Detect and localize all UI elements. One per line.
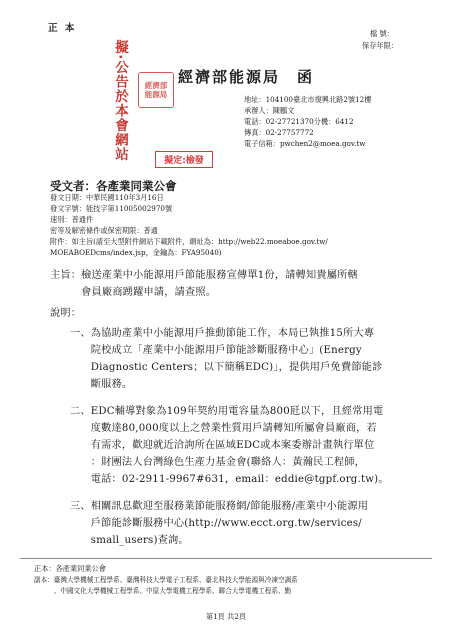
- security-level: 密等及解密條件或保密期限：普通: [50, 226, 158, 235]
- item3-line-1: 三、相關訊息歡迎至服務業節能服務網/節能服務/產業中小能源用: [70, 501, 369, 512]
- item2-line-2: 度數達80,000度以上之營業性質用戶請轉知所屬會員廠商，若: [70, 423, 377, 434]
- page-number: 第1頁 共2頁: [205, 612, 247, 621]
- item2-line-1: 二、EDC輔導對象為109年契約用電容量為800瓩以下，且經常用電: [70, 406, 384, 417]
- contact-fax: 傳真：02-27757772: [244, 128, 314, 137]
- contact-address: 地址：104100臺北市復興北路2號12樓: [244, 95, 372, 104]
- footer-divider: [20, 558, 432, 559]
- recipient: 受文者：各產業同業公會: [50, 179, 177, 193]
- item1-line-4: 斷服務。: [70, 379, 133, 390]
- copy-recipients-line-1: 副本：臺灣大學機械工程學系、臺灣科技大學電子工程系、臺北科技大學能源與冷凍空調系: [34, 576, 298, 584]
- copy-recipients-line-2: 、中國文化大學機械工程學系、中原大學電機工程學系、聯合大學電機工程系、勤: [34, 587, 292, 595]
- delivery-speed: 速別：普通件: [50, 215, 94, 224]
- attachment-line-2: MOEABOEDcms/index.jsp，金鑰為：FYA95040): [50, 248, 222, 257]
- explanation-label: 說明：: [50, 308, 82, 319]
- agency-seal-text: 經濟部能源局: [144, 81, 168, 99]
- retention-period-label: 保存年限：: [362, 41, 398, 50]
- approval-stamp: [155, 151, 213, 168]
- subject-line-1: 主旨：檢送產業中小能源用戶節能服務宣傳單1份，請轉知貴屬所轄: [50, 270, 358, 281]
- publish-annotation: 擬‧公告於本會網站: [112, 40, 128, 162]
- agency-seal-stamp: [138, 72, 174, 108]
- item3-line-3: small_users)查詢。: [70, 535, 189, 546]
- contact-handler: 承辦人：陳鵬文: [244, 106, 295, 115]
- item1-line-3: Diagnostic Centers；以下簡稱EDC)」，提供用戶免費節能診: [70, 362, 383, 373]
- attachment-line-1: 附件：如主旨(請至大型附件網站下載附件，網址為：http://web22.moeaboe.gov.tw/: [50, 237, 328, 246]
- contact-phone: 電話：02-27721370分機：6412: [244, 117, 354, 126]
- agency-title: 經濟部能源局 函: [178, 68, 315, 86]
- file-number-label: 檔 號：: [370, 29, 394, 38]
- item2-line-5: 電話：02-2911-9967#631，email：eddie@tgpf.org.tw)。: [70, 474, 389, 485]
- item1-line-2: 院校成立「產業中小能源用戶節能診斷服務中心」(Energy: [70, 345, 362, 356]
- item3-line-2: 戶節能診斷服務中心(http://www.ecct.org.tw/services/: [70, 518, 362, 529]
- subject-line-2: 會員廠商踴躍申請，請查照。: [50, 287, 217, 298]
- item2-line-4: ：財團法人台灣綠色生產力基金會(聯絡人：黃瀚民工程師，: [70, 457, 366, 468]
- approval-stamp-text: 擬定:檢發: [164, 156, 204, 166]
- copy-label: 正 本: [48, 23, 77, 34]
- contact-email: 電子信箱：pwchen2@moea.gov.tw: [244, 139, 366, 148]
- item1-line-1: 一、為協助產業中小能源用戶推動節能工作，本局已執推15所大專: [70, 328, 375, 339]
- issue-date: 發文日期：中華民國110年3月16日: [50, 193, 164, 202]
- original-recipient: 正本：各產業同業公會: [34, 564, 106, 573]
- item2-line-3: 有需求，歡迎就近洽詢所在區域EDC或本案委辦計畫執行單位: [70, 440, 375, 451]
- document-number: 發文字號：能技字第11005002970號: [50, 204, 173, 213]
